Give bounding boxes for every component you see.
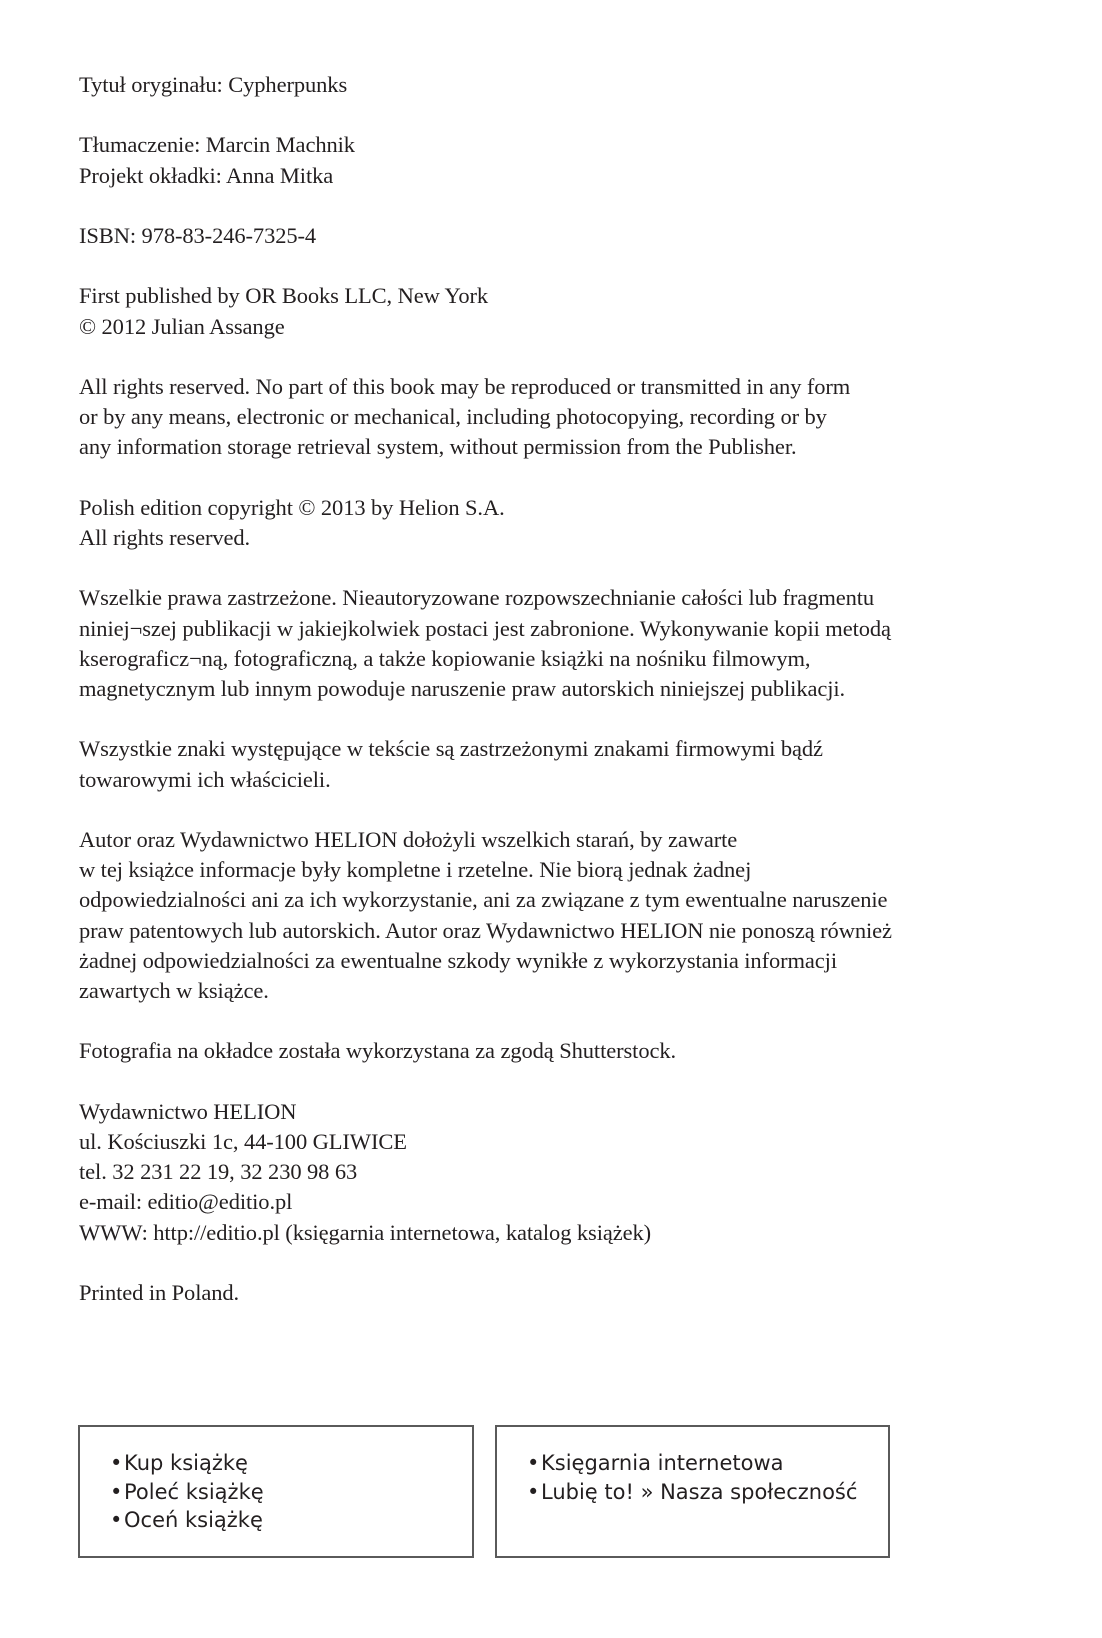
rights-english-line: or by any means, electronic or mechanical, including photocopying, recording or by — [79, 404, 827, 430]
original-copyright: © 2012 Julian Assange — [79, 313, 285, 339]
rights-english-line: any information storage retrieval system, without permission from the Publisher. — [79, 434, 797, 460]
disclaimer-paragraph — [79, 825, 1039, 1006]
disclaimer-line: w tej książce informacje były kompletne i rzetelne. Nie biorą jednak żadnej — [79, 857, 752, 883]
disclaimer-line: odpowiedzialności ani za ich wykorzystanie, ani za związane z tym ewentualne naruszenie — [79, 887, 888, 913]
rights-english-line: All rights reserved. No part of this book may be reproduced or transmitted in any form — [79, 373, 851, 399]
trademarks-line: towarowymi ich właścicieli. — [79, 766, 331, 792]
isbn: ISBN: 978-83-246-7325-4 — [79, 222, 317, 248]
bullet-icon: • — [110, 1508, 123, 1532]
disclaimer-line: żadnej odpowiedzialności za ewentualne szkody wynikłe z wykorzystania informacji — [79, 947, 837, 973]
cover-design-credit: Projekt okładki: Anna Mitka — [79, 162, 334, 188]
rights-polish-line: kserograficz¬ną, fotograficzną, a także kopiowanie książki na nośniku filmowym, — [79, 645, 811, 671]
publisher-name: Wydawnictwo HELION — [79, 1098, 297, 1124]
trademarks-paragraph — [79, 734, 1039, 794]
rights-polish-line: niniej¬szej publikacji w jakiejkolwiek postaci jest zabronione. Wykonywanie kopii metodą — [79, 615, 891, 641]
rights-polish-paragraph — [79, 583, 1039, 704]
store-links-list — [497, 1427, 888, 1506]
community-link[interactable] — [527, 1478, 888, 1507]
printed-in: Printed in Poland. — [79, 1279, 240, 1305]
disclaimer-line: praw patentowych lub autorskich. Autor oraz Wydawnictwo HELION nie ponoszą również — [79, 917, 892, 943]
printed-in-paragraph — [79, 1278, 1039, 1308]
online-bookstore-label: Księgarnia internetowa — [541, 1451, 784, 1475]
first-published: First published by OR Books LLC, New York — [79, 283, 489, 309]
polish-copyright: Polish edition copyright © 2013 by Helion S.A. — [79, 494, 505, 520]
publisher-www: WWW: http://editio.pl (księgarnia internetowa, katalog książek) — [79, 1219, 652, 1245]
rights-polish-line: magnetycznym lub innym powoduje naruszenie praw autorskich niniejszej publikacji. — [79, 675, 846, 701]
recommend-book-label: Poleć książkę — [124, 1479, 264, 1504]
publisher-address: ul. Kościuszki 1c, 44-100 GLIWICE — [79, 1128, 407, 1154]
bullet-icon: • — [527, 1451, 540, 1475]
publisher-phone: tel. 32 231 22 19, 32 230 98 63 — [79, 1159, 358, 1185]
book-actions-box — [78, 1425, 474, 1558]
all-rights-reserved: All rights reserved. — [79, 524, 251, 550]
buy-book-label: Kup książkę — [124, 1451, 248, 1475]
buy-book-link[interactable] — [110, 1449, 472, 1478]
photo-credit: Fotografia na okładce została wykorzystana za zgodą Shutterstock. — [79, 1038, 677, 1064]
bullet-icon: • — [110, 1479, 123, 1504]
original-title: Tytuł oryginału: Cypherpunks — [79, 72, 348, 97]
disclaimer-line: Autor oraz Wydawnictwo HELION dołożyli wszelkich starań, by zawarte — [79, 826, 738, 852]
store-links-box — [495, 1425, 890, 1558]
bullet-icon: • — [527, 1479, 540, 1504]
translator-credit: Tłumaczenie: Marcin Machnik — [79, 132, 355, 158]
colophon-text — [79, 70, 1039, 1338]
isbn-paragraph — [79, 221, 1039, 251]
original-title-paragraph — [79, 70, 1039, 100]
online-bookstore-link[interactable] — [527, 1449, 888, 1478]
credits-paragraph — [79, 130, 1039, 190]
recommend-book-link[interactable] — [110, 1478, 472, 1507]
polish-copyright-paragraph — [79, 493, 1039, 553]
photo-credit-paragraph — [79, 1036, 1039, 1066]
trademarks-line: Wszystkie znaki występujące w tekście są zastrzeżonymi znakami firmowymi bądź — [79, 736, 823, 762]
book-actions-list — [80, 1427, 472, 1535]
bullet-icon: • — [110, 1451, 123, 1475]
publisher-info — [79, 1097, 1039, 1248]
rights-polish-line: Wszelkie prawa zastrzeżone. Nieautoryzowane rozpowszechnianie całości lub fragmentu — [79, 585, 875, 611]
publisher-email: e-mail: editio@editio.pl — [79, 1189, 293, 1215]
disclaimer-line: zawartych w książce. — [79, 977, 269, 1003]
rights-english-paragraph — [79, 372, 1039, 463]
rate-book-link[interactable] — [110, 1506, 472, 1535]
community-label: Lubię to! » Nasza społeczność — [541, 1479, 858, 1504]
first-published-paragraph — [79, 281, 1039, 341]
rate-book-label: Oceń książkę — [124, 1508, 263, 1532]
